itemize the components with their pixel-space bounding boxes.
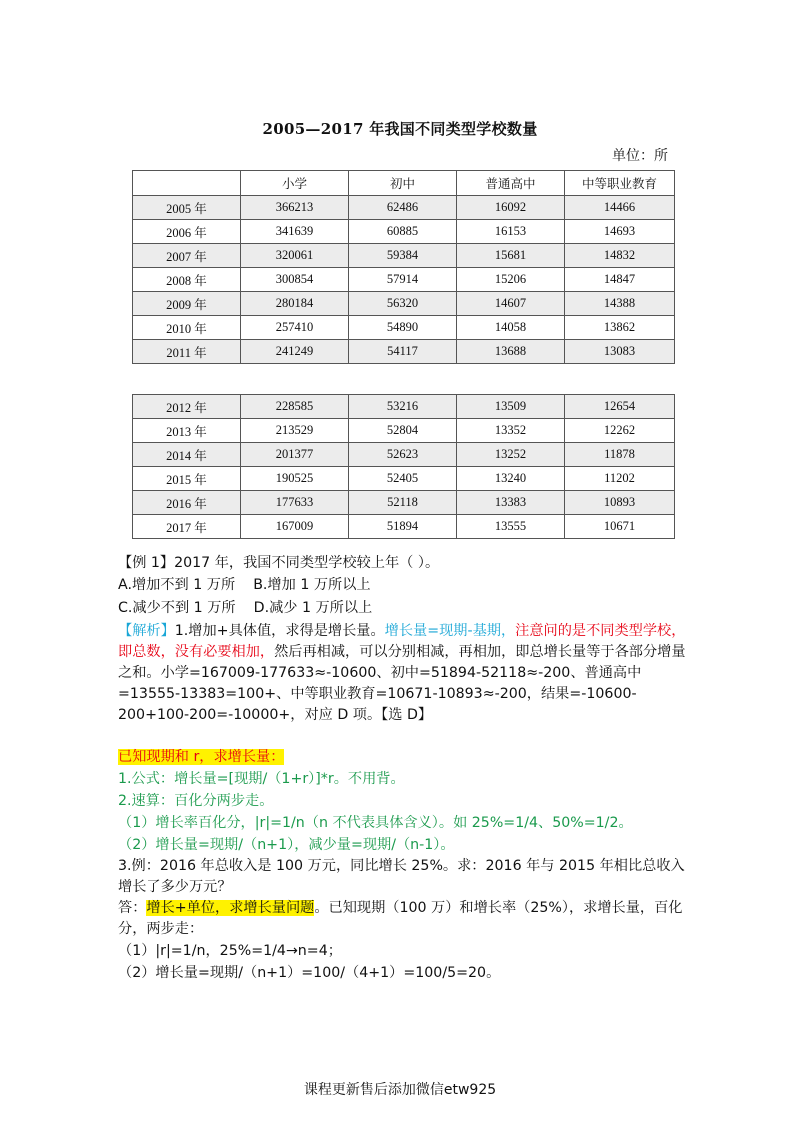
- value-cell: 57914: [349, 268, 457, 292]
- value-cell: 213529: [241, 419, 349, 443]
- year-cell: 2010 年: [133, 316, 241, 340]
- value-cell: 13083: [565, 340, 675, 364]
- value-cell: 300854: [241, 268, 349, 292]
- table-break: [120, 378, 690, 392]
- value-cell: 12262: [565, 419, 675, 443]
- option-a: A.增加不到 1 万所: [118, 577, 236, 593]
- header-cell: 小学: [241, 171, 349, 196]
- year-cell: 2005 年: [133, 196, 241, 220]
- value-cell: 320061: [241, 244, 349, 268]
- option-b: B.增加 1 万所以上: [253, 577, 371, 593]
- table-row: [133, 244, 675, 268]
- unit-label: 单位：所: [612, 148, 668, 164]
- analysis-paragraph: [118, 621, 688, 726]
- answer-highlight: 增长+单位，求增长量问题: [146, 900, 315, 916]
- analysis-label: 【解析】: [118, 623, 175, 639]
- table-row: [133, 443, 675, 467]
- analysis-text: 1.增加+具体值，求得是增长量。: [174, 623, 385, 639]
- year-cell: 2017 年: [133, 515, 241, 539]
- method-heading: [118, 747, 688, 768]
- value-cell: 60885: [349, 220, 457, 244]
- value-cell: 13383: [457, 491, 565, 515]
- options-row-2: [118, 598, 688, 619]
- value-cell: 228585: [241, 395, 349, 419]
- table-row: [133, 467, 675, 491]
- table-header-row: [133, 171, 675, 196]
- value-cell: 52804: [349, 419, 457, 443]
- value-cell: 13862: [565, 316, 675, 340]
- analysis-rest: 然后再相减，可以分别相减，再相加，即总增长量等于各部分增量之和。小学=167009-177633≈-10600、初中=51894-52118≈-200、普通高中=13555-13383=100+、中等职业教育=10671-10893≈-200，结果=-10600-200+100-200=-10000+，对应 D 项。【选 D】: [118, 644, 686, 723]
- year-cell: 2015 年: [133, 467, 241, 491]
- table-row: [133, 340, 675, 364]
- option-c: C.减少不到 1 万所: [118, 600, 236, 616]
- value-cell: 14847: [565, 268, 675, 292]
- value-cell: 62486: [349, 196, 457, 220]
- value-cell: 12654: [565, 395, 675, 419]
- value-cell: 257410: [241, 316, 349, 340]
- value-cell: 167009: [241, 515, 349, 539]
- year-cell: 2008 年: [133, 268, 241, 292]
- year-cell: 2007 年: [133, 244, 241, 268]
- value-cell: 11202: [565, 467, 675, 491]
- value-cell: 13352: [457, 419, 565, 443]
- value-cell: 241249: [241, 340, 349, 364]
- value-cell: 341639: [241, 220, 349, 244]
- value-cell: 54117: [349, 340, 457, 364]
- value-cell: 14607: [457, 292, 565, 316]
- header-cell: 初中: [349, 171, 457, 196]
- answer-prefix: 答：: [118, 900, 147, 916]
- school-table-part2: [132, 394, 675, 539]
- table-row: [133, 220, 675, 244]
- method-formula: 1.公式：增长量=[现期/（1+r）]*r。不用背。: [118, 771, 405, 787]
- value-cell: 10893: [565, 491, 675, 515]
- table-row: [133, 419, 675, 443]
- value-cell: 15681: [457, 244, 565, 268]
- value-cell: 177633: [241, 491, 349, 515]
- value-cell: 13240: [457, 467, 565, 491]
- header-cell: [133, 171, 241, 196]
- table-title: 2005—2017 年我国不同类型学校数量: [262, 120, 538, 138]
- header-cell: 中等职业教育: [565, 171, 675, 196]
- value-cell: 14693: [565, 220, 675, 244]
- school-table-part1: [132, 170, 675, 364]
- value-cell: 16092: [457, 196, 565, 220]
- value-cell: 366213: [241, 196, 349, 220]
- method-step1: （1）增长率百化分，|r|=1/n（n 不代表具体含义）。如 25%=1/4、50%=1/2。: [118, 815, 633, 831]
- value-cell: 16153: [457, 220, 565, 244]
- value-cell: 59384: [349, 244, 457, 268]
- options-row-1: [118, 575, 688, 596]
- method-heading-text: 已知现期和 r，求增长量：: [118, 749, 285, 765]
- table-row: [133, 515, 675, 539]
- option-d: D.减少 1 万所以上: [253, 600, 373, 616]
- header-cell: 普通高中: [457, 171, 565, 196]
- value-cell: 51894: [349, 515, 457, 539]
- value-cell: 52623: [349, 443, 457, 467]
- answer-step1: （1）|r|=1/n，25%=1/4→n=4；: [118, 943, 342, 959]
- value-cell: 14388: [565, 292, 675, 316]
- year-cell: 2013 年: [133, 419, 241, 443]
- value-cell: 14832: [565, 244, 675, 268]
- year-cell: 2009 年: [133, 292, 241, 316]
- value-cell: 13509: [457, 395, 565, 419]
- value-cell: 52118: [349, 491, 457, 515]
- value-cell: 53216: [349, 395, 457, 419]
- analysis-formula: 增长量=现期-基期，: [384, 623, 516, 639]
- analysis-note: 注意问的是不同类型学校，即总数，没有必要相加，: [118, 623, 686, 660]
- method-step2: （2）增长量=现期/（n+1），减少量=现期/（n-1）。: [118, 837, 455, 853]
- table-row: [133, 491, 675, 515]
- value-cell: 11878: [565, 443, 675, 467]
- value-cell: 52405: [349, 467, 457, 491]
- example-question: 【例 1】2017 年，我国不同类型学校较上年（ ）。: [118, 555, 440, 571]
- table-row: [133, 268, 675, 292]
- value-cell: 56320: [349, 292, 457, 316]
- year-cell: 2014 年: [133, 443, 241, 467]
- method-example: 3.例：2016 年总收入是 100 万元，同比增长 25%。求：2016 年与 2015 年相比总收入增长了多少万元？: [118, 858, 685, 895]
- year-cell: 2016 年: [133, 491, 241, 515]
- value-cell: 13555: [457, 515, 565, 539]
- value-cell: 14058: [457, 316, 565, 340]
- value-cell: 10671: [565, 515, 675, 539]
- answer-rest: 。已知现期（100 万）和增长率（25%），求增长量，百化分，两步走：: [118, 900, 683, 937]
- table-row: [133, 395, 675, 419]
- year-cell: 2012 年: [133, 395, 241, 419]
- table-row: [133, 316, 675, 340]
- value-cell: 190525: [241, 467, 349, 491]
- value-cell: 280184: [241, 292, 349, 316]
- year-cell: 2006 年: [133, 220, 241, 244]
- value-cell: 15206: [457, 268, 565, 292]
- value-cell: 201377: [241, 443, 349, 467]
- table-row: [133, 292, 675, 316]
- value-cell: 13688: [457, 340, 565, 364]
- value-cell: 13252: [457, 443, 565, 467]
- value-cell: 54890: [349, 316, 457, 340]
- method-quick: 2.速算：百化分两步走。: [118, 793, 274, 809]
- method-answer: [118, 898, 688, 940]
- answer-step2: （2）增长量=现期/（n+1）=100/（4+1）=100/5=20。: [118, 965, 501, 981]
- table-row: [133, 196, 675, 220]
- footer-note: 课程更新售后添加微信etw925: [303, 1082, 497, 1098]
- year-cell: 2011 年: [133, 340, 241, 364]
- value-cell: 14466: [565, 196, 675, 220]
